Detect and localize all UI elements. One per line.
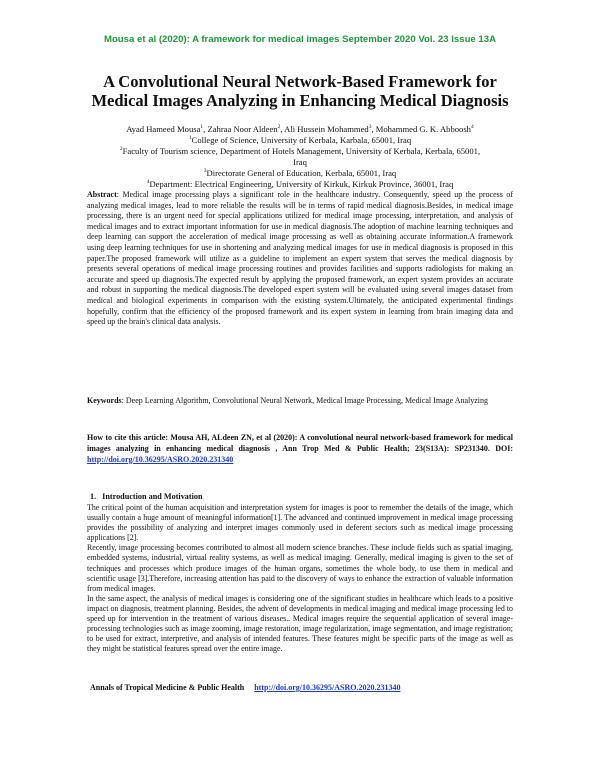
author-4-sup: 4 (470, 124, 474, 131)
paragraph-2: Recently, image processing becomes contributed to almost all modern science branches. These include fields such as spatial imaging, embedded systems, industrial, virtual reality systems, as well as medical imaging. Generally, medical imaging is given to the set of techniques and processes which produce images of the human organs, sometimes the whole body, to use them in medical and scientific usage [3].Therefore, increasing attention has paid to the discovery of ways to enhance the extraction of valuable information from medical images. (87, 543, 513, 593)
section-title: Introduction and Motivation (102, 492, 203, 501)
affiliation-2 (80, 146, 520, 157)
author-3-sup: 3 (368, 124, 372, 131)
author-2: , Zahraa Noor Aldeen (203, 124, 278, 134)
author-block (80, 124, 520, 190)
author-3: , Ali Hussein Mohammed (280, 124, 369, 134)
abstract-text: : Medical image processing plays a significant role in the healthcare industry. Consequently, speed up the process of analyzing medical images, lead to more reliable the results will be in terms of rapid medical diagnosis.Besides, in medical image processing, there is an urgent need for special applications utilized for medical image processing, interpretation, and analysis of medical images and to extract important information for use in medical diagnosis.The adoption of machine learning techniques and deep learning can support the acceleration of medical image processing as well as obtaining accurate information.A framework using deep learning techniques for use in shortening and analyzing medical images for use in medical diagnosis is proposed in this paper.The proposed framework will utilize as a guideline to implement an expert system that serves the medical diagnosis by presents several operations of medical image processing routines and provides facilities and supports radiologists for making an accurate and speed up diagnosis.The expected result by applying the proposed framework, an expert system provides an accurate and robust in supporting the medical diagnosis.The developed expert system will be evaluated using several images dataset from medical and biological experiments in comparison with the existing system.Ultimately, the anticipated experimental findings hopefully, confirm that the efficiency of the proposed framework and its expert system in learning from brain imaging data and speed up the brain's clinical data analysis. (87, 190, 513, 327)
title-line-2: Medical Images Analyzing in Enhancing Medical Diagnosis (91, 91, 509, 110)
running-header: Mousa et al (2020): A framework for medical images September 2020 Vol. 23 Issue 13A (103, 34, 497, 45)
abstract-label: Abstract (87, 190, 117, 199)
section-body (87, 503, 513, 654)
citation-block (87, 432, 513, 465)
author-1-sup: 1 (200, 124, 204, 131)
author-1: Ayad Hameed Mousa (126, 124, 201, 134)
affiliation-2-cont: Iraq (293, 157, 307, 167)
affiliation-3 (80, 168, 520, 179)
author-4: , Mohammed G. K. Abboosh (371, 124, 471, 134)
paper-title (60, 72, 540, 110)
author-2-sup: 2 (277, 124, 281, 131)
section-heading (90, 492, 203, 501)
affiliation-2-text: Faculty of Tourism science, Department of Hotels Management, University of Kerbala, Kerbala, 65001, (122, 146, 481, 156)
affiliation-1-text: College of Science, University of Kerbala, Karbala, 65001, Iraq (191, 135, 412, 145)
title-line-1: A Convolutional Neural Network-Based Framework for (103, 72, 497, 91)
footer-journal: Annals of Tropical Medicine & Public Health (90, 683, 245, 692)
paragraph-1: The critical point of the human acquisition and interpretation system for images is poor to remember the details of the image, which usually contain a huge amount of meaningful information[1]. The advanced and continued improvement in medical image processing provides the possibility of analyzing and interpret images commonly used in deferent sectors such as medical image processing applications [2]. (87, 503, 513, 543)
affiliation-2-sup: 2 (119, 146, 123, 153)
page-footer (90, 683, 510, 692)
affiliation-4 (80, 179, 520, 190)
paragraph-3: In the same aspect, the analysis of medical images is considering one of the significant studies in healthcare which leads to a positive impact on diagnosis, treatment planning. Besides, the advent of developments in medical imaging and medical image processing led to speed up for intervention in the treatment of various diseases.. Medical images require the sequential application of several image-processing technologies such as image zooming, image restoration, image regularization, image segmentation, and image registration; to be used for extract, interpretive, and analysis of intended features. These features might be specific parts of the image as well as they might be statistical features spread over the entire image. (87, 593, 513, 654)
keywords-text: : Deep Learning Algorithm, Convolutional Neural Network, Medical Image Processing, Medical Image Analyzing (121, 396, 489, 405)
keywords-label: Keywords (87, 396, 122, 405)
affiliation-4-text: Department: Electrical Engineering, University of Kirkuk, Kirkuk Province, 36001, Iraq (149, 179, 454, 189)
affiliation-1-sup: 1 (188, 135, 192, 142)
doi-link[interactable]: http://doi.org/10.36295/ASRO.2020.231340 (87, 455, 234, 464)
abstract (87, 190, 513, 328)
citation-text: How to cite this article: Mousa AH, ALdeen ZN, et al (2020): A convolutional neural network-based framework for medical images analyzing in enhancing medical diagnosis , Ann Trop Med & Public Health; 23(S13A): SP231340. DOI: (87, 433, 513, 453)
author-names (80, 124, 520, 135)
affiliation-4-sup: 4 (146, 179, 150, 186)
affiliation-1 (80, 135, 520, 146)
keywords (87, 396, 513, 407)
affiliation-3-text: Directorate General of Education, Kerbala, 65001, Iraq (206, 168, 397, 178)
footer-doi-link[interactable]: http://doi.org/10.36295/ASRO.2020.231340 (254, 683, 401, 692)
affiliation-3-sup: 3 (203, 168, 207, 175)
section-number: 1. (90, 492, 97, 501)
